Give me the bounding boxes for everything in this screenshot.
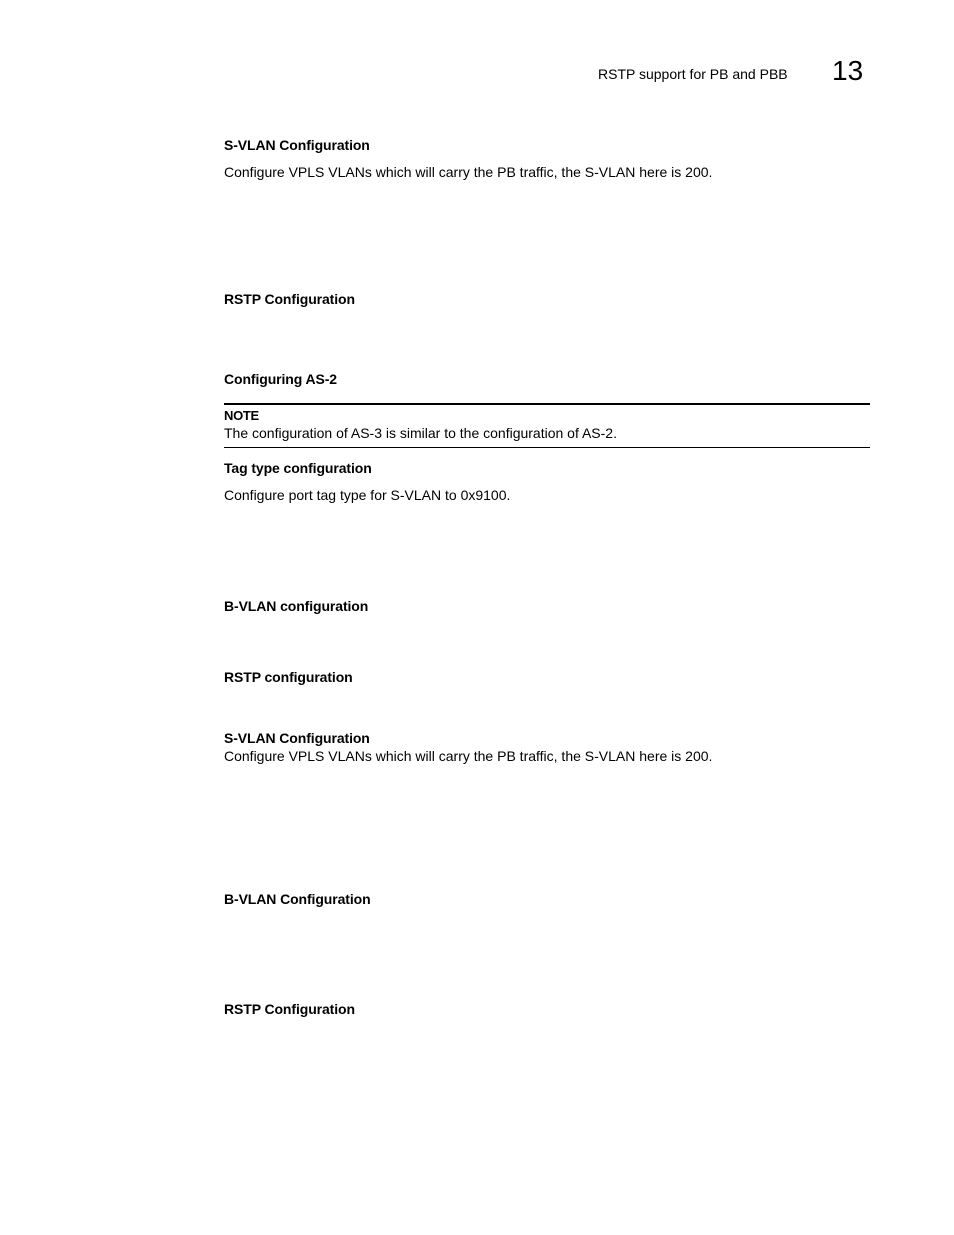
paragraph-s-vlan-description-2: Configure VPLS VLANs which will carry the PB traffic, the S-VLAN here is 200.: [224, 748, 713, 764]
heading-b-vlan-configuration: B-VLAN configuration: [224, 598, 369, 614]
heading-rstp-configuration-2: RSTP configuration: [224, 669, 353, 685]
heading-s-vlan-configuration-2: S-VLAN Configuration: [224, 730, 370, 746]
paragraph-tag-type-description: Configure port tag type for S-VLAN to 0x9100.: [224, 487, 511, 503]
heading-tag-type-configuration: Tag type configuration: [224, 460, 372, 476]
note-label: NOTE: [224, 408, 259, 423]
chapter-number: 13: [832, 55, 864, 86]
heading-b-vlan-configuration-2: B-VLAN Configuration: [224, 891, 371, 907]
note-text: The configuration of AS-3 is similar to the configuration of AS-2.: [224, 425, 617, 441]
heading-s-vlan-configuration: S-VLAN Configuration: [224, 137, 370, 153]
note-top-rule: [224, 403, 870, 405]
heading-configuring-as-2: Configuring AS-2: [224, 371, 337, 387]
running-header-title: RSTP support for PB and PBB: [598, 66, 788, 82]
heading-rstp-configuration: RSTP Configuration: [224, 291, 355, 307]
heading-rstp-configuration-3: RSTP Configuration: [224, 1001, 355, 1017]
paragraph-s-vlan-description: Configure VPLS VLANs which will carry the PB traffic, the S-VLAN here is 200.: [224, 164, 713, 180]
note-bottom-rule: [224, 447, 870, 448]
